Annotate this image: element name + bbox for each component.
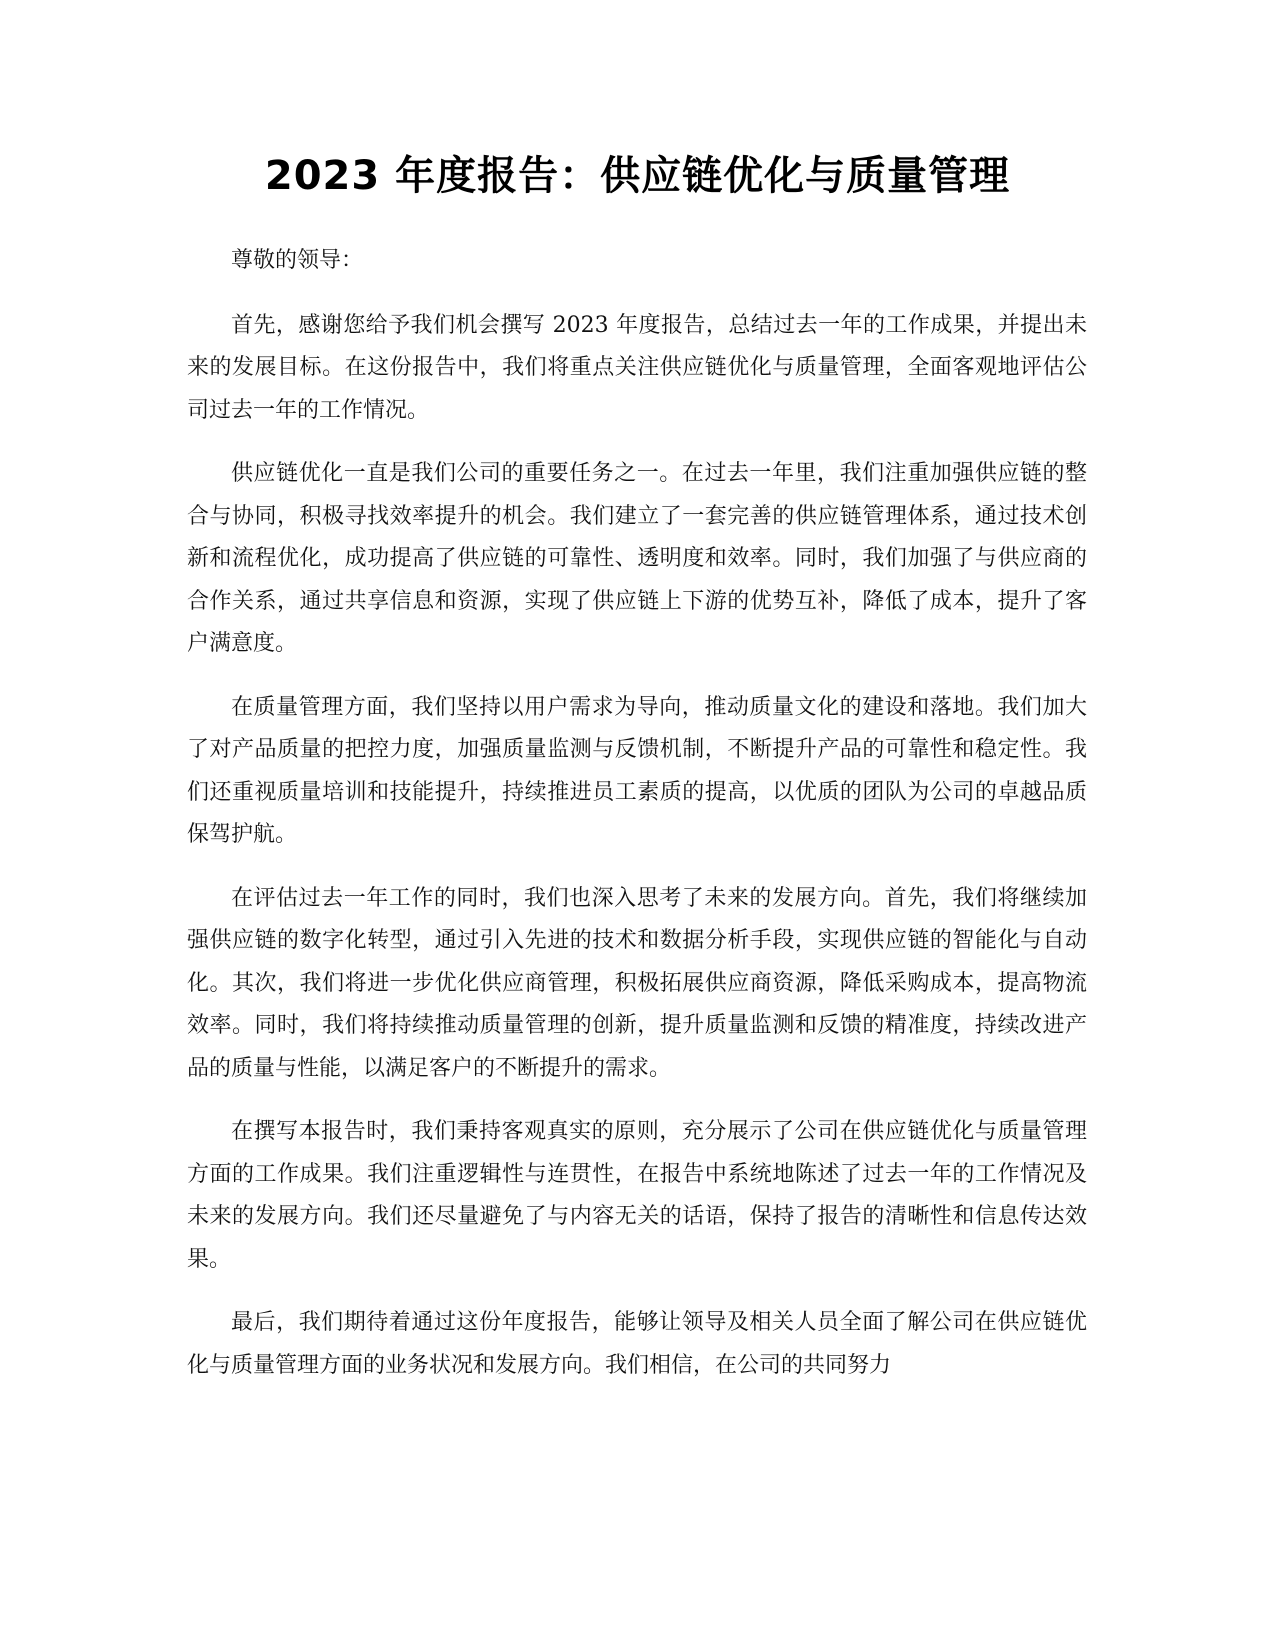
document-title: 2023 年度报告：供应链优化与质量管理 <box>264 153 1011 199</box>
paragraph-report-principles: 在撰写本报告时，我们秉持客观真实的原则，充分展示了公司在供应链优化与质量管理方面的工作成果。我们注重逻辑性与连贯性，在报告中系统地陈述了过去一年的工作情况及未来的发展方向。我们还尽量避免了与内容无关的话语，保持了报告的清晰性和信息传达效果。 <box>187 1119 1087 1272</box>
paragraph-future-direction: 在评估过去一年工作的同时，我们也深入思考了未来的发展方向。首先，我们将继续加强供应链的数字化转型，通过引入先进的技术和数据分析手段，实现供应链的智能化与自动化。其次，我们将进一步优化供应商管理，积极拓展供应商资源，降低采购成本，提高物流效率。同时，我们将持续推动质量管理的创新，提升质量监测和反馈的精准度，持续改进产品的质量与性能，以满足客户的不断提升的需求。 <box>187 885 1087 1081</box>
document-body <box>187 240 1087 1408</box>
paragraph-closing: 最后，我们期待着通过这份年度报告，能够让领导及相关人员全面了解公司在供应链优化与质量管理方面的业务状况和发展方向。我们相信，在公司的共同努力 <box>187 1310 1087 1378</box>
paragraph-supply-chain: 供应链优化一直是我们公司的重要任务之一。在过去一年里，我们注重加强供应链的整合与协同，积极寻找效率提升的机会。我们建立了一套完善的供应链管理体系，通过技术创新和流程优化，成功提高了供应链的可靠性、透明度和效率。同时，我们加强了与供应商的合作关系，通过共享信息和资源，实现了供应链上下游的优势互补，降低了成本，提升了客户满意度。 <box>187 461 1087 656</box>
paragraph-quality-management: 在质量管理方面，我们坚持以用户需求为导向，推动质量文化的建设和落地。我们加大了对产品质量的把控力度，加强质量监测与反馈机制，不断提升产品的可靠性和稳定性。我们还重视质量培训和技能提升，持续推进员工素质的提高，以优质的团队为公司的卓越品质保驾护航。 <box>187 694 1087 847</box>
paragraph-intro: 首先，感谢您给予我们机会撰写 2023 年度报告，总结过去一年的工作成果，并提出未来的发展目标。在这份报告中，我们将重点关注供应链优化与质量管理，全面客观地评估公司过去一年的工作情况。 <box>187 312 1087 423</box>
salutation: 尊敬的领导： <box>231 248 364 273</box>
